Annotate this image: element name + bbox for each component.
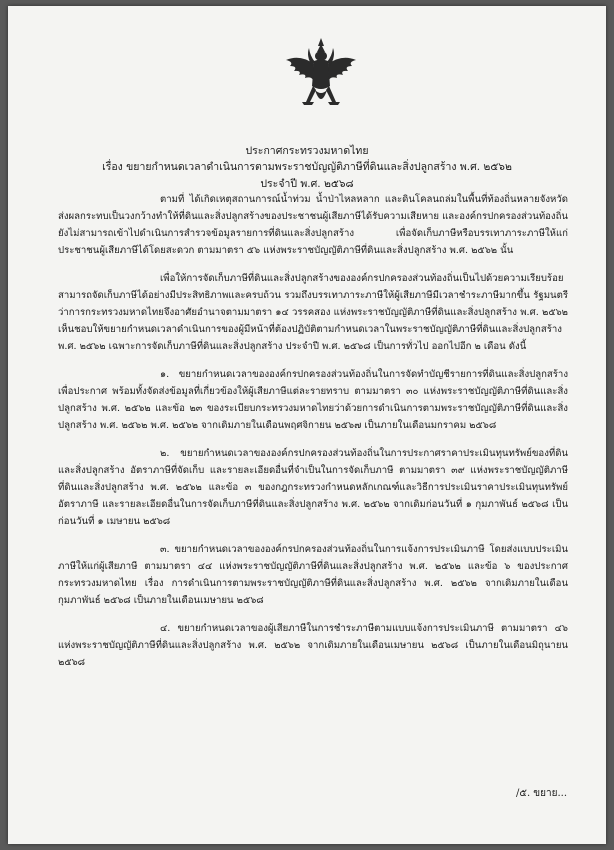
announcement-title: ประกาศกระทรวงมหาดไทย [245, 145, 369, 157]
body-paragraph: ๒. ขยายกำหนดเวลาขององค์กรปกครองส่วนท้องถิ่นในการประกาศราคาประเมินทุนทรัพย์ของที่ดินและสิ่งปลูกสร้าง อัตราภาษีที่จัดเก็บ และรายละเอียดอื่นที่จำเป็นในการจัดเก็บภาษี ตามมาตรา ๓๙ แห่งพระราชบัญญัติภาษีที่ดินและสิ่งปลูกสร้าง พ.ศ. ๒๕๖๒ และข้อ ๓ ของกฎกระทรวงกำหนดหลักเกณฑ์และวิธีการประเมินราคาประเมินทุนทรัพย์ อัตราภาษี และรายละเอียดอื่นในการจัดเก็บภาษีที่ดินและสิ่งปลูกสร้าง พ.ศ. ๒๕๖๒ จากเดิมก่อนวันที่ ๑ กุมภาพันธ์ ๒๕๖๘ เป็นก่อนวันที่ ๑ เมษายน ๒๕๖๘ [58, 448, 568, 527]
body-paragraph: ๔. ขยายกำหนดเวลาของผู้เสียภาษีในการชำระภาษีตามแบบแจ้งการประเมินภาษี ตามมาตรา ๔๖ แห่งพระราชบัญญัติภาษีที่ดินและสิ่งปลูกสร้าง พ.ศ. ๒๕๖๒ จากเดิมภายในเดือนเมษายน ๒๕๖๘ เป็นภายในเดือนมิถุนายน ๒๕๖๘ [58, 623, 568, 668]
body-paragraph: ๑. ขยายกำหนดเวลาขององค์กรปกครองส่วนท้องถิ่นในการจัดทำบัญชีรายการที่ดินและสิ่งปลูกสร้างเพื่อประกาศ พร้อมทั้งจัดส่งข้อมูลที่เกี่ยวข้องให้ผู้เสียภาษีแต่ละรายทราบ ตามมาตรา ๓๐ แห่งพระราชบัญญัติภาษีที่ดินและสิ่งปลูกสร้าง พ.ศ. ๒๕๖๒ และข้อ ๒๓ ของระเบียบกระทรวงมหาดไทยว่าด้วยการดำเนินการตามพระราชบัญญัติภาษีที่ดินและสิ่งปลูกสร้าง พ.ศ. ๒๕๖๒ พ.ศ. ๒๕๖๒ จากเดิมภายในเดือนพฤศจิกายน ๒๕๖๗ เป็นภายในเดือนมกราคม ๒๕๖๘ [58, 369, 568, 431]
announcement-subject: เรื่อง ขยายกำหนดเวลาดำเนินการตามพระราชบัญญัติภาษีที่ดินและสิ่งปลูกสร้าง พ.ศ. ๒๕๖๒ [102, 161, 512, 173]
body-paragraph: ตามที่ ได้เกิดเหตุสถานการณ์น้ำท่วม น้ำป่าไหลหลาก และดินโคลนถล่มในพื้นที่ท้องถิ่นหลายจังหวัด ส่งผลกระทบเป็นวงกว้างทำให้ที่ดินและสิ่งปลูกสร้างของประชาชนผู้เสียภาษีได้รับความเสียหาย และองค์กรปกครองส่วนท้องถิ่นยังไม่สามารถเข้าไปดำเนินการสำรวจข้อมูลรายการที่ดินและสิ่งปลูกสร้าง เพื่อจัดเก็บภาษีหรือบรรเทาภาระภาษีให้แก่ประชาชนผู้เสียภาษีได้โดยสะดวก ตามมาตรา ๕๖ แห่งพระราชบัญญัติภาษีที่ดินและสิ่งปลูกสร้าง พ.ศ. ๒๕๖๒ นั้น [58, 194, 568, 256]
garuda-emblem-icon [282, 36, 360, 114]
announcement-body [58, 191, 568, 682]
announcement-year: ประจำปี พ.ศ. ๒๕๖๘ [260, 178, 354, 190]
document-page [8, 6, 606, 844]
body-paragraph: เพื่อให้การจัดเก็บภาษีที่ดินและสิ่งปลูกสร้างขององค์กรปกครองส่วนท้องถิ่นเป็นไปด้วยความเรียบร้อย สามารถจัดเก็บภาษีได้อย่างมีประสิทธิภาพและครบถ้วน รวมถึงบรรเทาภาระภาษีให้ผู้เสียภาษีมีเวลาชำระภาษีมากขึ้น รัฐมนตรีว่าการกระทรวงมหาดไทยจึงอาศัยอำนาจตามมาตรา ๑๔ วรรคสอง แห่งพระราชบัญญัติภาษีที่ดินและสิ่งปลูกสร้าง พ.ศ. ๒๕๖๒ เห็นชอบให้ขยายกำหนดเวลาดำเนินการของผู้มีหน้าที่ต้องปฏิบัติตามกำหนดเวลาในพระราชบัญญัติภาษีที่ดินและสิ่งปลูกสร้าง พ.ศ. ๒๕๖๒ เฉพาะการจัดเก็บภาษีที่ดินและสิ่งปลูกสร้าง ประจำปี พ.ศ. ๒๕๖๘ เป็นการทั่วไป ออกไปอีก ๒ เดือน ดังนี้ [58, 273, 568, 352]
continuation-note: /๕. ขยาย... [516, 788, 568, 799]
body-paragraph: ๓. ขยายกำหนดเวลาขององค์กรปกครองส่วนท้องถิ่นในการแจ้งการประเมินภาษี โดยส่งแบบประเมินภาษีให้แก่ผู้เสียภาษี ตามมาตรา ๔๔ แห่งพระราชบัญญัติภาษีที่ดินและสิ่งปลูกสร้าง พ.ศ. ๒๕๖๒ และข้อ ๖ ของประกาศกระทรวงมหาดไทย เรื่อง การดำเนินการตามพระราชบัญญัติภาษีที่ดินและสิ่งปลูกสร้าง พ.ศ. ๒๕๖๒ จากเดิมภายในเดือนกุมภาพันธ์ ๒๕๖๘ เป็นภายในเดือนเมษายน ๒๕๖๘ [58, 544, 568, 606]
